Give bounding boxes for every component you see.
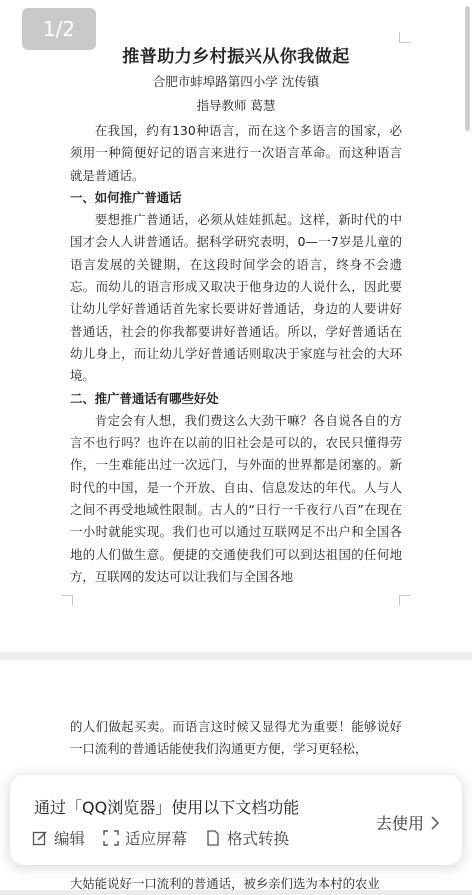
fit-screen-icon xyxy=(103,830,119,846)
edit-icon xyxy=(32,830,48,846)
page-corner-mark xyxy=(62,595,73,606)
section-heading: 二、推广普通话有哪些好处 xyxy=(70,390,219,406)
page-indicator: 1/2 xyxy=(22,8,96,50)
prompt-title: 通过「QQ浏览器」使用以下文档功能 xyxy=(34,798,300,817)
section-heading: 一、如何推广普通话 xyxy=(70,189,182,205)
format-convert-button[interactable] xyxy=(205,827,289,849)
document-title: 推普助力乡村振兴从你我做起 xyxy=(122,47,350,67)
paragraph: 的人们做起买卖。而语言这时候又显得尤为重要！能够说好一口流利的普通话能使我们沟通更方便，学习更轻松， xyxy=(70,719,402,757)
file-convert-icon xyxy=(205,830,221,846)
prompt-actions xyxy=(32,827,289,849)
paragraph: 在我国，约有130种语言，而在这个多语言的国家，必须用一种简便好记的语言来进行一次语言革命。而这种语言就是普通话。 xyxy=(70,123,402,183)
paragraph: 肯定会有人想，我们费这么大劲干嘛？各自说各自的方言不也行吗？也许在以前的旧社会是可以的，农民只懂得劳作，一生难能出过一次远门，与外面的世界都是闭塞的。新时代的中国，是一个开放、自由、信息发达的年代。人与人之间不再受地域性限制。古人的“日行一千夜行八百”在现在一小时就能实现。我们也可以通过互联网足不出户和全国各地的人们做生意。便捷的交通使我们可以到达祖国的任何地方，互联网的发达可以让我们与全国各地 xyxy=(70,412,402,584)
edit-button[interactable] xyxy=(32,827,85,849)
document-body xyxy=(70,120,402,588)
qq-browser-prompt xyxy=(10,775,462,865)
paragraph: 大姑能说好一口流利的普通话，被乡亲们选为本村的农业 xyxy=(70,876,380,891)
document-body xyxy=(70,716,402,761)
school-author: 合肥市蚌埠路第四小学 沈传镇 xyxy=(152,74,320,89)
format-convert-label: 格式转换 xyxy=(227,830,290,848)
page-corner-mark xyxy=(399,595,410,606)
fit-screen-label: 适应屏幕 xyxy=(125,830,188,848)
edit-label: 编辑 xyxy=(54,830,86,848)
paragraph: 要想推广普通话，必须从娃娃抓起。这样，新时代的中国才会人人讲普通话。据科学研究表明，0—一7岁是儿童的语言发展的关键期，在这段时间学会的语言，终身不会遗忘。而幼儿的语言形成又取决于他身边的人说什么，因此要让幼儿学好普通话首先家长要讲好普通话，身边的人要讲好普通话，社会的你我都要讲好普通话。所以，学好普通话在幼儿身上，而让幼儿学好普通话则取决于家庭与社会的大环境。 xyxy=(70,212,402,384)
use-label: 去使用 xyxy=(375,814,424,833)
use-button[interactable] xyxy=(376,811,440,834)
instructor: 指导教师 葛慧 xyxy=(196,98,276,113)
document-body-bottom xyxy=(70,873,402,895)
chevron-right-icon xyxy=(430,816,440,830)
fit-screen-button[interactable] xyxy=(103,827,187,849)
